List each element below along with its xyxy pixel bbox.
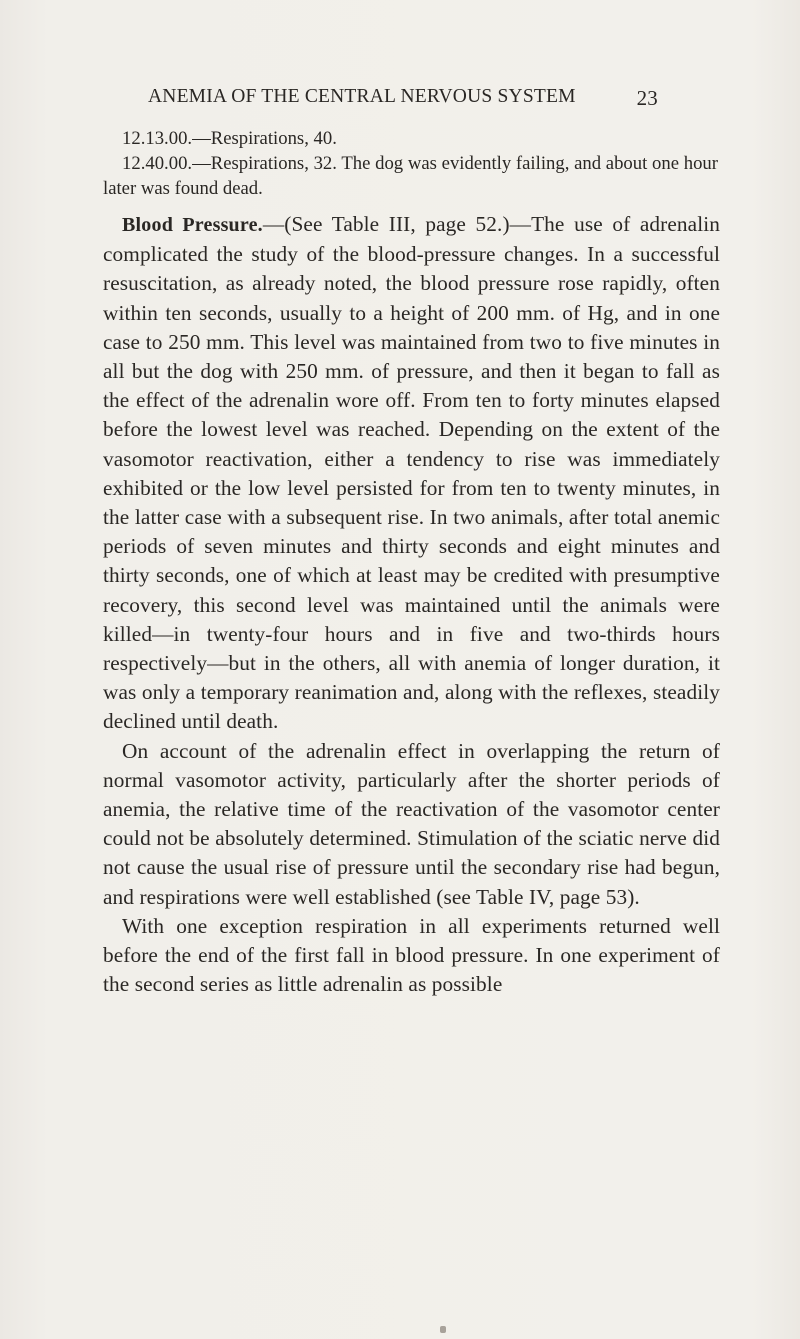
- running-title: ANEMIA OF THE CENTRAL NERVOUS SYSTEM: [148, 86, 576, 107]
- paragraph: [103, 210, 720, 737]
- experiment-notes: [103, 126, 718, 201]
- note-line: 12.40.00.—Respirations, 32. The dog was evidently failing, and about one hour later was found dead.: [103, 153, 718, 199]
- body-text: [103, 210, 720, 999]
- section-heading: Blood Pressure.: [122, 214, 263, 236]
- paragraph-text: —(See Table III, page 52.)—The use of adrenalin complicated the study of the blood-pressure changes. In a successful resuscitation, as already noted, the blood pressure rose rapidly, often within ten seconds, usually to a height of 200 mm. of Hg, and in one case to 250 mm. This level was maintained from two to five minutes in all but the dog with 250 mm. of pressure, and then it began to fall as the effect of the adrenalin wore off. From ten to forty minutes elapsed before the lowest level was reached. Depending on the extent of the vasomotor reactivation, either a tendency to rise was immediately exhibited or the low level persisted for from ten to twenty minutes, in the latter case with a subsequent rise. In two animals, after total anemic periods of seven minutes and thirty seconds and eight minutes and thirty seconds, one of which at least may be credited with presumptive recovery, this second level was maintained until the animals were killed—in twenty-four hours and in five and two-thirds hours respectively—but in the others, all with anemia of longer duration, it was only a temporary reanimation and, along with the reflexes, steadily declined until death.: [103, 212, 720, 734]
- paragraph: On account of the adrenalin effect in overlapping the return of normal vasomotor activity, particularly after the shorter periods of anemia, the relative time of the reactivation of the vasomotor center could not be absolutely determined. Stimulation of the sciatic nerve did not cause the usual rise of pressure until the secondary rise had begun, and respirations were well established (see Table IV, page 53).: [103, 738, 720, 909]
- paragraph: With one exception respiration in all experiments returned well before the end of the first fall in blood pressure. In one experiment of the second series as little adrenalin as possible: [103, 913, 720, 997]
- page-number: 23: [636, 86, 658, 110]
- note-line: 12.13.00.—Respirations, 40.: [122, 128, 337, 149]
- paper-speck: [440, 1326, 446, 1333]
- running-header: [148, 86, 658, 116]
